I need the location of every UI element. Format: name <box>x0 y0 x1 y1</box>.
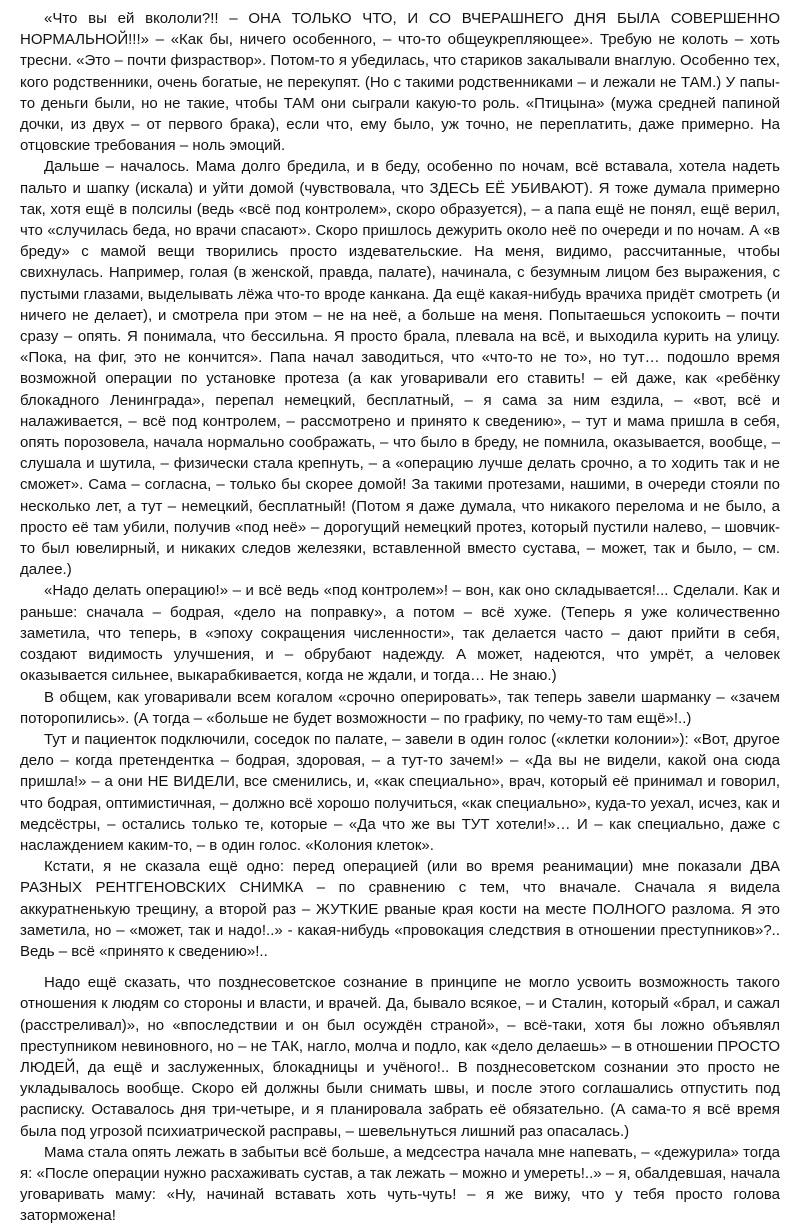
paragraph: В общем, как уговаривали всем когалом «срочно оперировать», так теперь завели шарманку – «зачем поторопились». (А тогда – «больше не будет возможности – по графику, по чему-то там ещё»!..) <box>20 688 780 727</box>
paragraph: Тут и пациенток подключили, соседок по палате, – завели в один голос («клетки колонии»): «Вот, другое дело – когда претендентка – бодрая, здоровая, – а тут-то зачем!» – «Да вы не видели, какой она сюда пришла!» – а они НЕ ВИДЕЛИ, все сменились, и, «как специально», врач, который её принимал и говорил, что бодрая, оптимистичная, – должно всё хорошо получиться, «как специально», куда-то уехал, исчез, как и медсёстры, – остались только те, которые – «Да что же вы ТУТ хотели!»… И – как специально, даже с наслаждением каким-то, – в один голос. «Колония клеток». <box>20 730 780 854</box>
paragraph: Надо ещё сказать, что позднесоветское сознание в принципе не могло усвоить возможность такого отношения к людям со стороны и власти, и врачей. Да, бывало всякое, – и Сталин, который «брал, и сажал (расстреливал)», но «впоследствии и он был осуждён страной», – всё-таки, хотя бы ложно объявлял преступником невиновного, но – не ТАК, нагло, молча и подло, как «дело делаешь» – в отношении ПРОСТО ЛЮДЕЙ, да ещё и заслуженных, блокадницы и учёного!.. В позднесоветском сознании это просто не укладывалось вообще. Скоро ей должны были снимать швы, и после этого соглашались отпустить под расписку. Оставалось дня три-четыре, и я планировала забрать её обязательно. (А сама-то я всё время была под угрозой психиатрической расправы, – шевельнуться лишний раз опасалась.) <box>20 974 780 1140</box>
paragraph: Мама стала опять лежать в забытьи всё больше, а медсестра начала мне напевать, – «дежурила» тогда я: «После операции нужно расхаживать сустав, а так лежать – можно и умереть!..» – я, обалдевшая, начала уговаривать маму: «Ну, начинай вставать хоть чуть-чуть! – я же вижу, что у тебя просто голова заторможена! <box>20 1143 780 1225</box>
paragraph: Кстати, я не сказала ещё одно: перед операцией (или во время реанимации) мне показали ДВА РАЗНЫХ РЕНТГЕНОВСКИХ СНИМКА – по сравнению с тем, что вначале. Сначала я видела аккуратненькую трещину, а второй раз – ЖУТКИЕ рваные края кости на месте ПОЛНОГО разлома. Я это заметила, но – «может, так и надо!..» - какая-нибудь «провокация следствия в отношении преступников»?.. Ведь – всё «принято к сведению»!.. <box>20 858 780 960</box>
paragraph: «Что вы ей вкололи?!! – ОНА ТОЛЬКО ЧТО, И СО ВЧЕРАШНЕГО ДНЯ БЫЛА СОВЕРШЕННО НОРМАЛЬНОЙ!!!» – «Как бы, ничего особенного, – что-то общеукрепляющее». Требую не колоть – хоть тресни. «Это – почти физраствор». Потом-то я убедилась, что стариков закалывали внаглую. Особенно тех, кого родственники, очень богатые, не перекупят. (Но с такими родственниками – и лежали не ТАМ.) У папы-то деньги были, но не такие, чтобы ТАМ они сыграли какую-то роль. «Птицына» (мужа средней папиной дочки, из двух – от первого брака), если что, ему было, уж точно, не переплатить, даже примерно. На отцовские требования – ноль эмоций. <box>20 10 780 155</box>
paragraph: Дальше – началось. Мама долго бредила, и в беду, особенно по ночам, всё вставала, хотела надеть пальто и шапку (искала) и уйти домой (чувствовала, что ЗДЕСЬ ЕЁ УБИВАЮТ). Я тоже думала примерно так, хотя ещё в полсилы (ведь «всё под контролем», скоро образуется), – а папа ещё не понял, ещё верил, что «случилась беда, но врачи спасают». Скоро пришлось дежурить около неё по очереди и по ночам. А «в бреду» с мамой вещи творились просто издевательские. На меня, видимо, рассчитанные, чтобы свихнулась. Например, голая (в женской, правда, палате), начинала, с безумным лицом без выражения, с пустыми глазами, выделывать лёжа что-то вроде канкана. Да ещё какая-нибудь врачиха придёт смотреть (и ничего не делает), и смотрела при этом – не на неё, а больше на меня. Попытаешься успокоить – почти сразу – опять. Я понимала, что бессильна. Я просто брала, плевала на всё, и выходила курить на улицу. «Пока, на фиг, это не кончится». Папа начал заводиться, что «что-то не то», но тут… подошло время возможной операции по установке протеза (а как уговаривали его ставить! – ей даже, как «ребёнку блокадного Ленинграда», перепал немецкий, бесплатный, – я сама за ним ездила, – «вот, всё и налаживается, – всё под контролем, – рассмотрено и принято к сведению», – тут и мама пришла в себя, опять порозовела, начала нормально соображать, – что было в бреду, не помнила, оказывается, вообще, – слушала и шутила, – физически стала крепнуть, – а «операцию лучше делать срочно, а то ходить так и не сможет». Сама – согласна, – только бы скорее домой! За такими протезами, нашими, в очереди стояли по несколько лет, а тут – немецкий, бесплатный! (Потом я даже думала, что никакого перелома и не было, а просто её там убили, получив «под неё» – дорогущий немецкий протез, который пустили налево, – шовчик-то был ювелирный, и никаких следов железяки, вставленной вместо сустава, – может, так и было, – см. далее.) <box>20 158 780 579</box>
paragraph: «Надо делать операцию!» – и всё ведь «под контролем»! – вон, как оно складывается!... Сделали. Как и раньше: сначала – бодрая, «дело на поправку», а потом – всё хуже. (Теперь я уже количественно заметила, что теперь, в «эпоху сокращения численности», так делается часто – дают прийти в себя, создают видимость улучшения, и – обрубают надежду. А может, надеются, что умрёт, а человек оказывается сильнее, выкарабкивается, когда не ждали, и тогда… Не знаю.) <box>20 582 780 685</box>
